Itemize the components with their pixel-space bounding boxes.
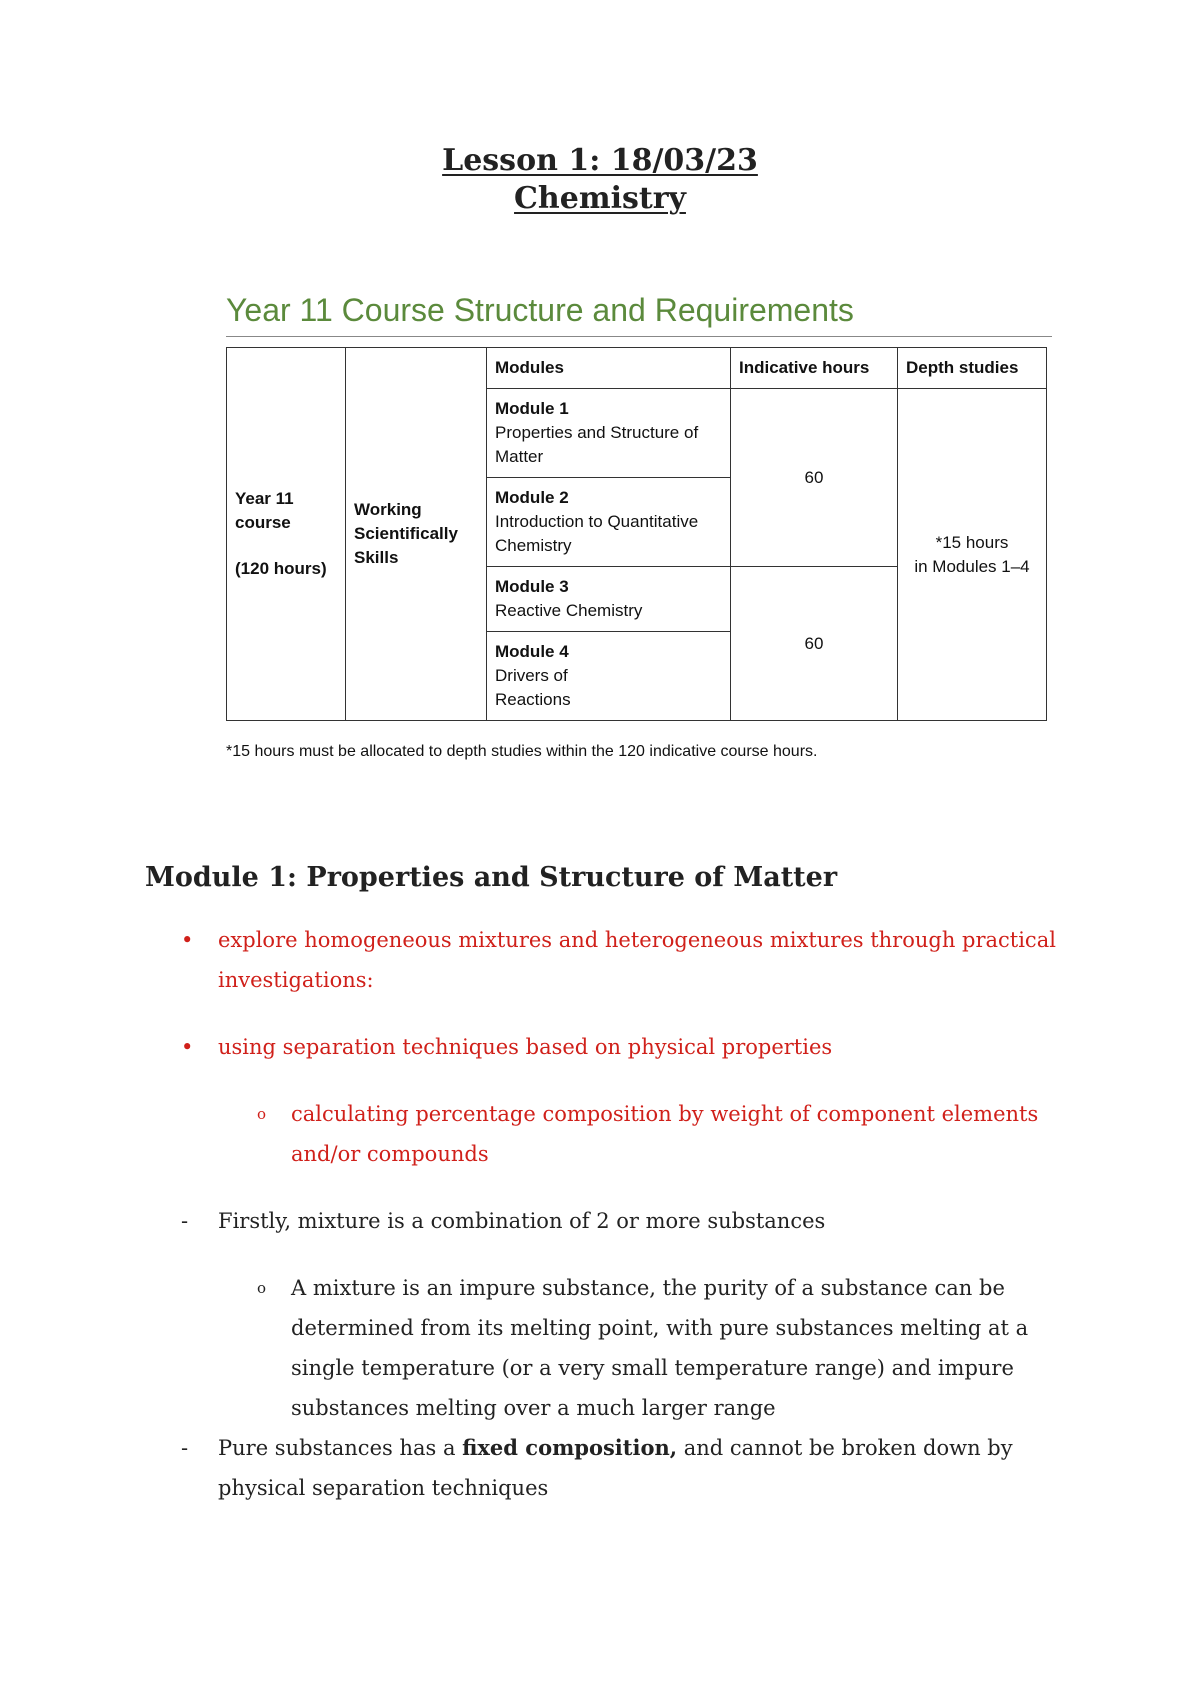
module-name: Module 4 [495, 642, 569, 661]
bullet-marker: • [181, 1035, 194, 1059]
list-item [145, 1428, 1065, 1508]
module-cell [487, 389, 731, 478]
depth-line-1: *15 hours [935, 532, 1009, 552]
note-text: Firstly, mixture is a combination of 2 or more substances [218, 1209, 826, 1233]
sub-bullet-marker: o [257, 1279, 267, 1297]
note-text-end: and cannot be broken down by physical separation techniques [218, 1436, 1013, 1500]
list-item [145, 920, 1065, 1000]
year-hours: (120 hours) [235, 559, 327, 578]
subject-line: Chemistry [514, 181, 686, 216]
module-name: Module 3 [495, 577, 569, 596]
note-text-bold: fixed composition, [462, 1435, 678, 1460]
module1-notes [145, 920, 1065, 1508]
hours-cell: 60 [731, 389, 898, 567]
table-header-row [227, 348, 1047, 389]
list-item [145, 1201, 1065, 1241]
note-text-start: Pure substances has a [218, 1436, 463, 1460]
year-title: Year 11 course [235, 489, 294, 532]
document-title [0, 142, 1200, 218]
list-item [145, 1268, 1065, 1428]
outcome-text: calculating percentage composition by weight of component elements and/or compounds [291, 1102, 1039, 1166]
skills-label: Working Scientifically Skills [354, 500, 458, 567]
table-footnote: *15 hours must be allocated to depth studies within the 120 indicative course hours. [226, 743, 818, 760]
hours-cell: 60 [731, 567, 898, 721]
sub-bullet-marker: o [257, 1105, 267, 1123]
module-desc: Drivers of Reactions [495, 666, 571, 709]
bullet-marker: • [181, 928, 194, 952]
course-structure-heading: Year 11 Course Structure and Requirements [226, 290, 1052, 337]
module-cell [487, 632, 731, 721]
depth-cell [898, 389, 1047, 721]
depth-line-2: in Modules 1–4 [914, 556, 1030, 576]
year-cell [227, 348, 346, 721]
module-desc: Introduction to Quantitative Chemistry [495, 512, 699, 555]
note-text: A mixture is an impure substance, the purity of a substance can be determined from its melting point, with pure substances melting at a single temperature (or a very small temperature range) and impure substances melting over a much larger range [291, 1276, 1029, 1420]
module-cell [487, 478, 731, 567]
module1-heading: Module 1: Properties and Structure of Matter [145, 862, 838, 893]
outcome-text: using separation techniques based on physical properties [218, 1035, 833, 1059]
dash-marker: - [181, 1436, 189, 1460]
course-structure-figure [226, 290, 1052, 761]
skills-cell [346, 348, 487, 721]
module-cell [487, 567, 731, 632]
note-text [218, 1436, 1013, 1500]
module-name: Module 1 [495, 399, 569, 418]
header-hours: Indicative hours [731, 348, 898, 389]
module-name: Module 2 [495, 488, 569, 507]
module-desc: Reactive Chemistry [495, 601, 643, 620]
dash-marker: - [181, 1209, 189, 1233]
module-desc: Properties and Structure of Matter [495, 423, 699, 466]
list-item [145, 1027, 1065, 1067]
header-depth: Depth studies [898, 348, 1047, 389]
outcome-text: explore homogeneous mixtures and heterogeneous mixtures through practical investigations: [218, 928, 1056, 992]
lesson-line: Lesson 1: 18/03/23 [442, 143, 758, 178]
course-structure-table [226, 347, 1047, 721]
header-modules: Modules [487, 348, 731, 389]
list-item [145, 1094, 1065, 1174]
